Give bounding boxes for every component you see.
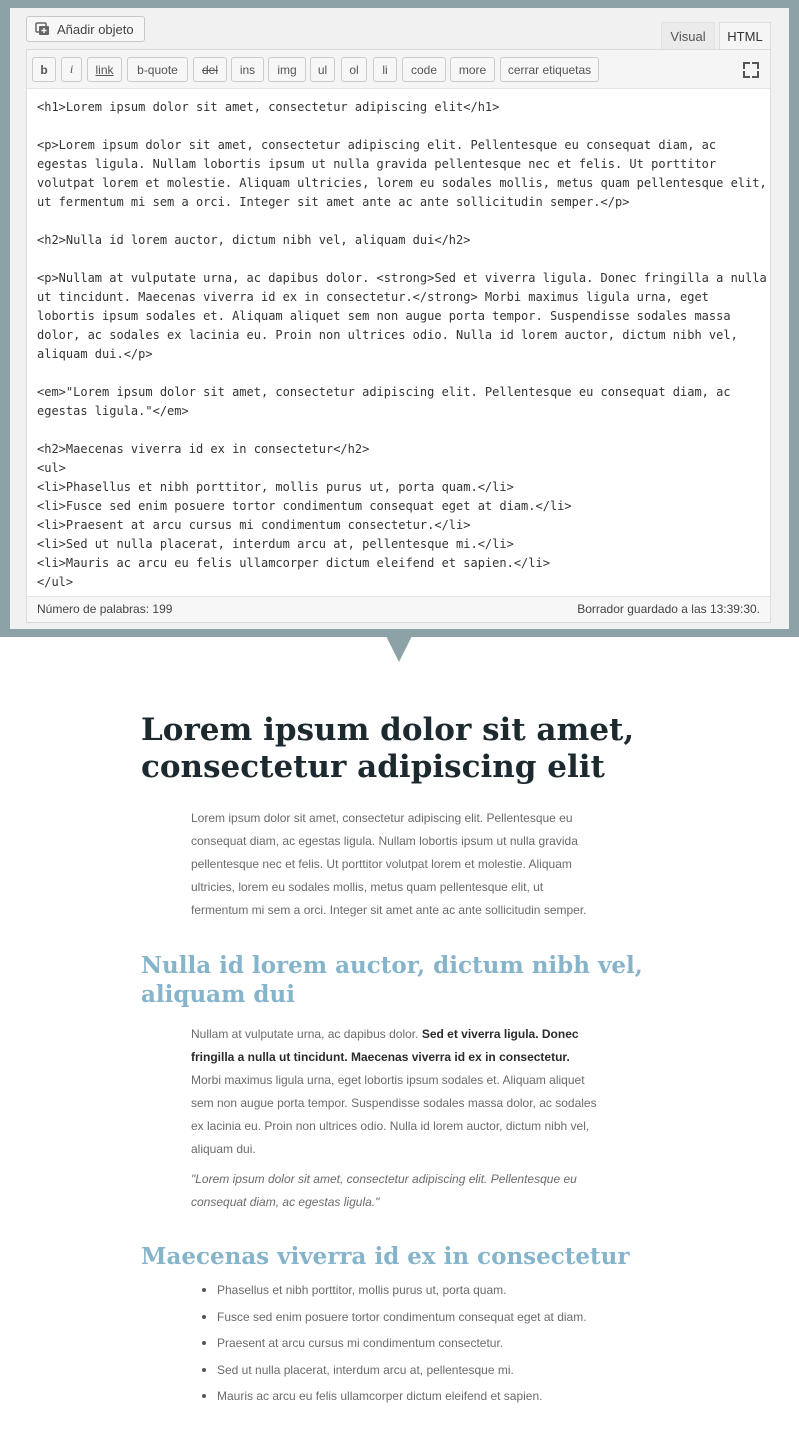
- bold-button[interactable]: b: [32, 57, 56, 82]
- preview-emphasis-quote: "Lorem ipsum dolor sit amet, consectetur adipiscing elit. Pellentesque eu consequat diam, ac egestas ligula.": [191, 1172, 577, 1209]
- ins-button[interactable]: ins: [231, 57, 264, 82]
- close-tags-button[interactable]: cerrar etiquetas: [500, 57, 599, 82]
- preview-bullet-list: [191, 1277, 611, 1410]
- word-count: Número de palabras: 199: [37, 602, 173, 616]
- preview-paragraph-2: [191, 1023, 601, 1161]
- tab-visual[interactable]: Visual: [661, 22, 715, 49]
- list-item: Fusce sed enim posuere tortor condimentum consequat eget at diam.: [191, 1304, 611, 1331]
- preview-heading-2b: Maecenas viverra id ex in consectetur: [141, 1243, 630, 1270]
- draft-saved-status: Borrador guardado a las 13:39:30.: [577, 602, 760, 616]
- paragraph-2-strong: Sed et viverra ligula. Donec fringilla a nulla ut tincidunt. Maecenas viverra id ex in consectetur.: [191, 1027, 579, 1064]
- add-media-icon: [35, 21, 51, 37]
- add-media-label: Añadir objeto: [57, 21, 134, 37]
- html-code-textarea[interactable]: <h1>Lorem ipsum dolor sit amet, consectetur adipiscing elit</h1> <p>Lorem ipsum dolor sit amet, consectetur adipiscing elit. Pellentesque eu consequat diam, ac egestas ligula. Nullam lobortis ipsum ut nulla gravida pellentesque nec et felis. Ut porttitor volutpat lorem et molestie. Aliquam ultricies, lorem eu sodales mollis, metus quam pellentesque elit, ut fermentum mi sem a orci. Integer sit amet ante ac ante sollicitudin semper.</p> <h2>Nulla id lorem auctor, dictum nibh vel, aliquam dui</h2> <p>Nullam at vulputate urna, ac dapibus dolor. <strong>Sed et viverra ligula. Donec fringilla a nulla ut tincidunt. Maecenas viverra id ex in consectetur.</strong> Morbi maximus ligula urna, eget lobortis ipsum sodales et. Aliquam aliquet sem non augue porta tempor. Suspendisse sodales massa dolor, ac sodales ex lacinia eu. Proin non ultrices odio. Nulla id lorem auctor, dictum nibh vel, aliquam dui.</p> <em>"Lorem ipsum dolor sit amet, consectetur adipiscing elit. Pellentesque eu consequat diam, ac egestas ligula."</em> <h2>Maecenas viverra id ex in consectetur</h2> <ul> <li>Phasellus et nibh porttitor, mollis purus ut, porta quam.</li> <li>Fusce sed enim posuere tortor condimentum consequat eget at diam.</li> <li>Praesent at arcu cursus mi condimentum consectetur.</li> <li>Sed ut nulla placerat, interdum arcu at, pellentesque mi.</li> <li>Mauris ac arcu eu felis ullamcorper dictum eleifend et sapien.</li> </ul>: [37, 100, 767, 589]
- paragraph-2-text-start: Nullam at vulputate urna, ac dapibus dolor.: [191, 1027, 422, 1041]
- list-item: Sed ut nulla placerat, interdum arcu at, pellentesque mi.: [191, 1357, 611, 1384]
- pointer-arrow: [386, 636, 412, 662]
- code-button[interactable]: code: [402, 57, 446, 82]
- preview-paragraph-1: Lorem ipsum dolor sit amet, consectetur adipiscing elit. Pellentesque eu consequat diam, ac egestas ligula. Nullam lobortis ipsum ut nulla gravida pellentesque nec et felis. Ut porttitor volutpat lorem et molestie. Aliquam ultricies, lorem eu sodales mollis, metus quam pellentesque elit, ut fermentum mi sem a orci. Integer sit amet ante ac ante sollicitudin semper.: [191, 811, 587, 917]
- link-button[interactable]: link: [87, 57, 122, 82]
- list-item: Praesent at arcu cursus mi condimentum consectetur.: [191, 1330, 611, 1357]
- paragraph-2-text-end: Morbi maximus ligula urna, eget lobortis ipsum sodales et. Aliquam aliquet sem non augue porta tempor. Suspendisse sodales massa dolor, ac sodales ex lacinia eu. Proin non ultrices odio. Nulla id lorem auctor, dictum nibh vel, aliquam dui.: [191, 1073, 597, 1156]
- img-button[interactable]: img: [268, 57, 306, 82]
- li-button[interactable]: li: [373, 57, 397, 82]
- editor-panel: [10, 8, 789, 629]
- blockquote-button[interactable]: b-quote: [127, 57, 188, 82]
- more-button[interactable]: more: [450, 57, 495, 82]
- list-item: Phasellus et nibh porttitor, mollis purus ut, porta quam.: [191, 1277, 611, 1304]
- quicktags-toolbar: [27, 50, 770, 89]
- tab-html[interactable]: HTML: [719, 22, 771, 49]
- list-item: Mauris ac arcu eu felis ullamcorper dictum eleifend et sapien.: [191, 1383, 611, 1410]
- ul-button[interactable]: ul: [310, 57, 335, 82]
- fullscreen-icon[interactable]: [743, 62, 759, 78]
- add-media-button[interactable]: [26, 16, 145, 42]
- preview-heading-1: Lorem ipsum dolor sit amet, consectetur adipiscing elit: [141, 712, 635, 785]
- ol-button[interactable]: ol: [341, 57, 367, 82]
- preview-heading-2a: Nulla id lorem auctor, dictum nibh vel, aliquam dui: [141, 952, 643, 1008]
- editor-frame: [0, 0, 799, 637]
- del-button[interactable]: del: [193, 57, 227, 82]
- status-bar: [27, 596, 770, 622]
- html-editor: [26, 49, 771, 623]
- italic-button[interactable]: i: [61, 57, 82, 82]
